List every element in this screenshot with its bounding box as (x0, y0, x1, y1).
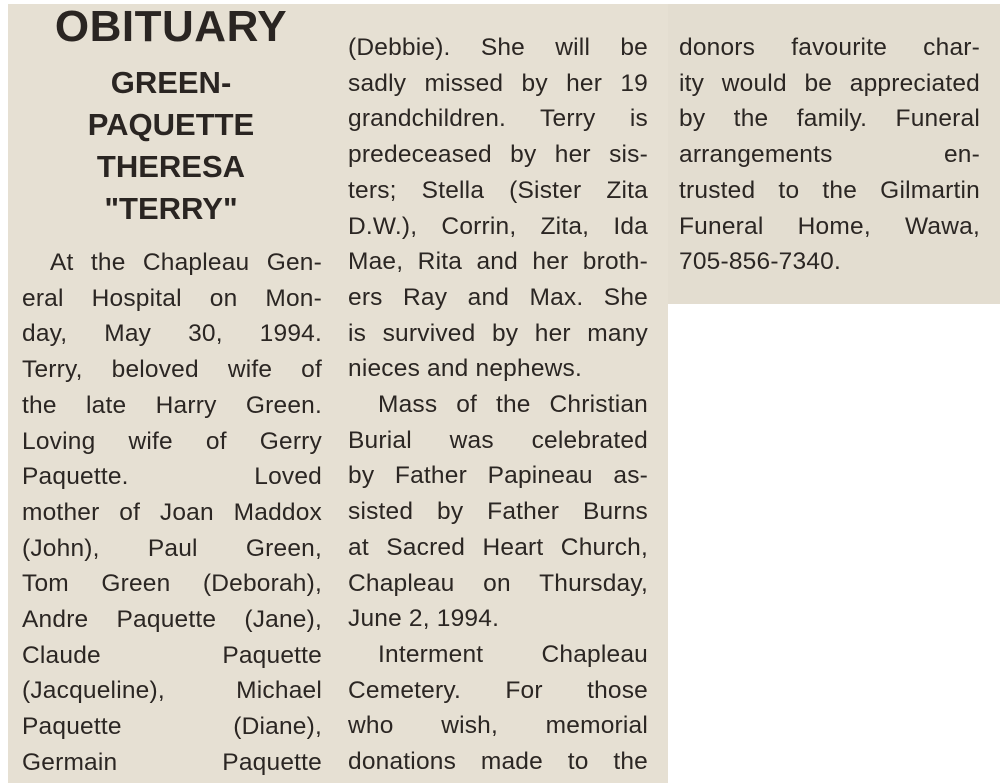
body-column-3 (679, 30, 980, 280)
text-line: by the family. Funeral (679, 105, 980, 133)
text-line: Loving wife of Gerry (22, 427, 322, 455)
name-line-3: THERESA (96, 149, 246, 184)
text-line: Germain Paquette (22, 748, 322, 776)
text-line: Burial was celebrated (348, 426, 648, 454)
text-line: Paquette (Diane), (22, 713, 322, 741)
text-line: Terry, beloved wife of (22, 356, 322, 384)
text-line: (Debbie). She will be (348, 34, 648, 61)
text-line: Chapleau on Thursday, (348, 569, 648, 597)
text-line: ers Ray and Max. She (348, 283, 648, 311)
text-line: eral Hospital on Mon- (22, 284, 322, 312)
text-line: At the Chapleau Gen- (50, 249, 322, 276)
text-line: 705-856-7340. (679, 248, 841, 276)
text-line: ity would be appreciated (679, 69, 980, 97)
text-line: Funeral Home, Wawa, (679, 212, 980, 240)
text-line: sisted by Father Burns (348, 498, 648, 526)
text-line: mother of Joan Maddox (22, 498, 322, 526)
text-line: Andre Paquette (Jane), (22, 606, 322, 634)
text-line: grandchildren. Terry is (348, 105, 648, 133)
text-line: predeceased by her sis- (348, 141, 648, 169)
text-line: at Sacred Heart Church, (348, 533, 648, 561)
text-line: Mae, Rita and her broth- (348, 248, 648, 276)
text-line: donors favourite char- (679, 34, 980, 61)
text-line: (John), Paul Green, (22, 534, 322, 562)
text-line: Cemetery. For those (348, 676, 648, 704)
name-line-2: PAQUETTE (87, 107, 255, 142)
text-line: Mass of the Christian (378, 391, 648, 419)
text-line: ters; Stella (Sister Zita (348, 176, 648, 204)
text-line: is survived by her many (348, 319, 648, 347)
text-line: June 2, 1994. (348, 605, 500, 633)
text-line: Interment Chapleau (378, 640, 648, 668)
text-line: Claude Paquette (22, 641, 322, 669)
text-line: day, May 30, 1994. (22, 320, 322, 348)
body-column-2 (348, 30, 648, 780)
text-line: sadly missed by her 19 (348, 69, 648, 97)
text-line: Paquette. Loved (22, 463, 322, 491)
text-line: nieces and nephews. (348, 355, 582, 383)
name-line-4: "TERRY" (104, 191, 238, 226)
text-line: donations made to the (348, 748, 648, 776)
text-line: D.W.), Corrin, Zita, Ida (348, 212, 648, 240)
body-column-1 (22, 245, 322, 781)
text-line: who wish, memorial (348, 712, 648, 740)
name-line-1: GREEN- (110, 65, 232, 100)
text-line: the late Harry Green. (22, 391, 322, 419)
text-line: Tom Green (Deborah), (22, 570, 322, 598)
text-line: trusted to the Gilmartin (679, 176, 980, 204)
obituary-title: OBITUARY (54, 2, 288, 51)
text-line: by Father Papineau as- (348, 462, 648, 490)
text-line: (Jacqueline), Michael (22, 677, 322, 705)
text-line: arrangements en- (679, 141, 980, 169)
